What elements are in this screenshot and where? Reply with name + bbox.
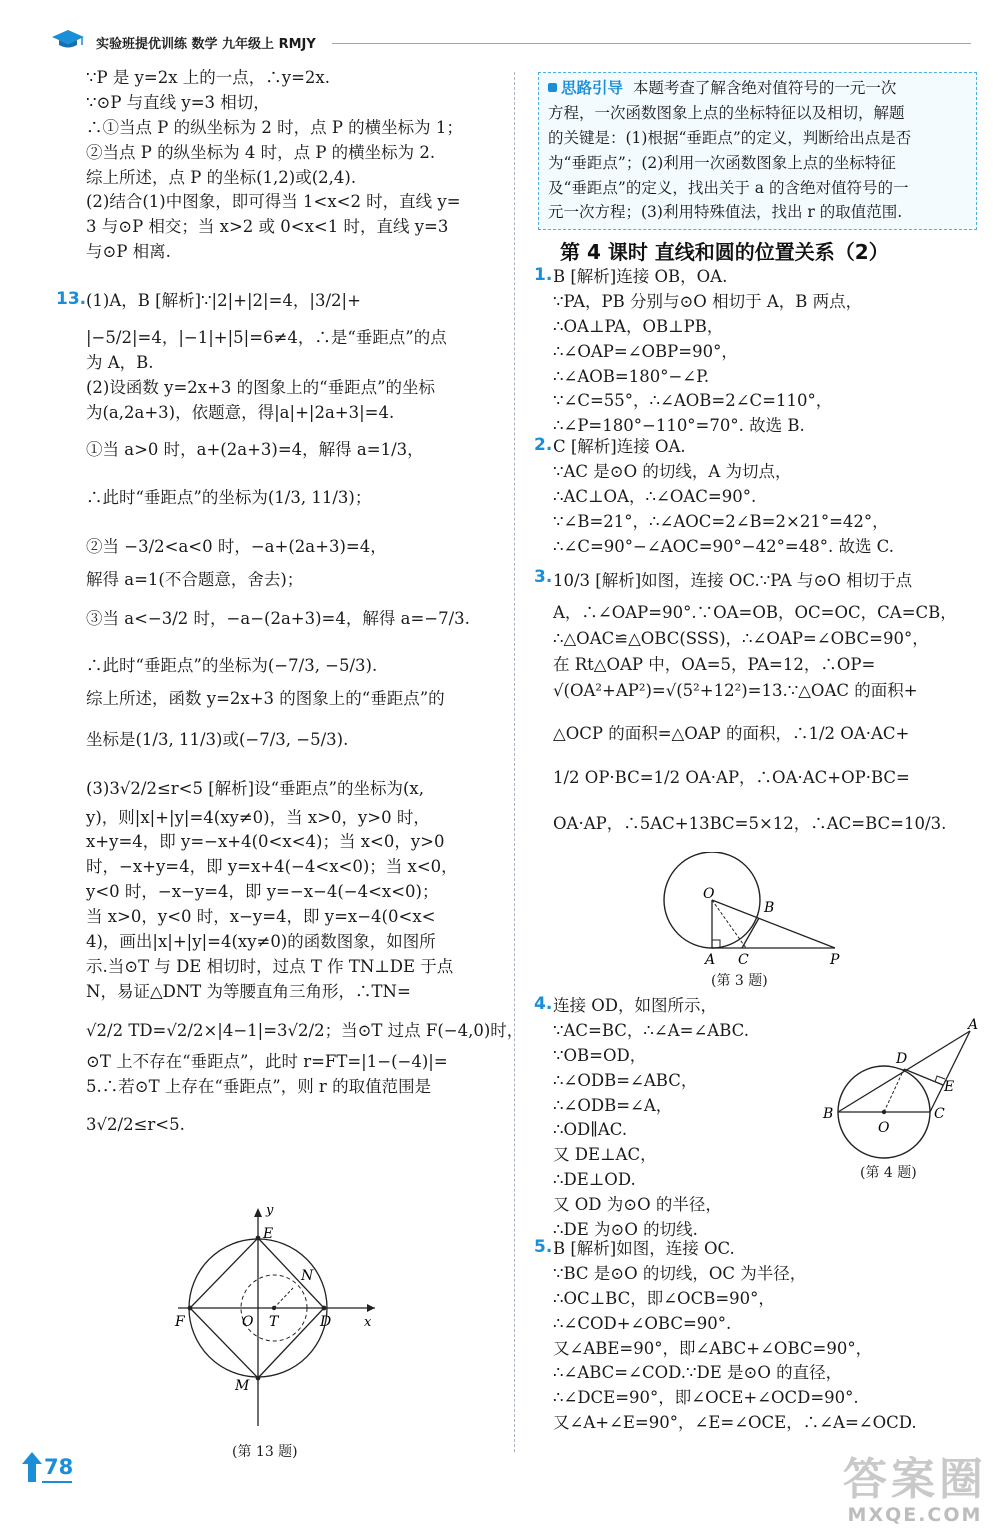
text-line: ∴∠DCE=90°，即∠OCE+∠OCD=90°. — [553, 1388, 859, 1408]
text-line: ∴①当点 P 的纵坐标为 2 时，点 P 的横坐标为 1； — [86, 117, 463, 137]
text-line: ∵OB=OD， — [553, 1045, 647, 1065]
text-line: A，∴∠OAP=90°.∵OA=OB，OC=OC，CA=CB， — [553, 603, 957, 622]
point-label-T: T — [269, 1314, 279, 1330]
text-line: √(OA²+AP²)=√(5²+12²)=13.∵△OAC 的面积+ — [553, 681, 918, 700]
text-line: y)，则|x|+|y|=4(xy≠0)，当 x>0，y>0 时， — [86, 807, 430, 827]
point-label-N: N — [301, 1268, 314, 1284]
lightbulb-icon — [548, 83, 557, 92]
text-line: 本题考查了解含绝对值符号的一元一次 — [632, 79, 897, 97]
point-label-O: O — [878, 1120, 890, 1136]
text-line: ∴∠ODB=∠ABC， — [553, 1070, 698, 1090]
text-line: B [解析]连接 OB，OA. — [553, 267, 728, 286]
text-line: √2/2 TD=√2/2×|4−1|=3√2/2；当⊙T 过点 F(−4,0)时， — [86, 1020, 524, 1040]
question-2-text — [553, 435, 1001, 559]
text-line: ∴此时“垂距点”的坐标为(1/3, 11/3)； — [86, 488, 372, 508]
point-label-M: M — [235, 1378, 250, 1394]
point-label-O: O — [242, 1314, 254, 1330]
header-title: 实验班提优训练 数学 九年级上 RMJY — [96, 37, 316, 52]
point-label-D: D — [896, 1051, 908, 1067]
text-line: ⊙T 上不存在“垂距点”，此时 r=FT=|1−(−4)|= — [86, 1051, 448, 1071]
text-line: ∴DE⊥OD. — [553, 1170, 636, 1190]
text-line: OA·AP，∴5AC+13BC=5×12，∴AC=BC=10/3. — [553, 814, 947, 833]
watermark — [843, 1456, 987, 1526]
text-line: (1)A，B [解析]∵|2|+|2|=4，|3/2|+ — [86, 291, 361, 311]
text-line: 与⊙P 相离. — [86, 242, 171, 262]
page-number: 78 — [44, 1455, 74, 1479]
text-line: ∴∠P=180°−110°=70°. 故选 B. — [553, 416, 805, 436]
text-line: ∴∠C=90°−∠AOC=90°−42°=48°. 故选 C. — [553, 536, 894, 556]
figure-4-caption: (第 4 题) — [860, 1165, 917, 1181]
text-line: (2)结合(1)中图象，即可得当 1<x<2 时，直线 y= — [86, 192, 461, 212]
text-line: ③当 a<−3/2 时，−a−(2a+3)=4，解得 a=−7/3. — [86, 609, 470, 629]
text-line: ∴OC⊥BC，即∠OCB=90°， — [553, 1288, 775, 1308]
text-line: (3)3√2/2≤r<5 [解析]设“垂距点”的坐标为(x, — [86, 778, 424, 798]
text-line: 元一次方程；(3)利用特殊值法，找出 r 的取值范围. — [548, 203, 903, 222]
text-line: ∵BC 是⊙O 的切线，OC 为半径， — [553, 1263, 807, 1283]
point-label-A: A — [705, 952, 716, 968]
text-line: (2)设函数 y=2x+3 的图象上的“垂距点”的坐标 — [86, 377, 436, 397]
watermark-main: 答案圈 — [843, 1454, 987, 1505]
text-line: 为“垂距点”；(2)利用一次函数图象上点的坐标特征 — [548, 153, 896, 172]
lesson-title: 第 4 课时 直线和圆的位置关系（2） — [560, 240, 889, 264]
text-line: ∴AC⊥OA，∴∠OAC=90°. — [553, 486, 757, 506]
text-line: 5.∴若⊙T 上存在“垂距点”，则 r 的取值范围是 — [86, 1076, 432, 1096]
text-line: ∴DE 为⊙O 的切线. — [553, 1220, 698, 1240]
question-5-number: 5. — [534, 1237, 553, 1257]
figure-13-diagram — [170, 1202, 380, 1437]
figure-13-caption: (第 13 题) — [232, 1444, 298, 1460]
point-label-P: P — [830, 952, 840, 968]
text-line: ∵⊙P 与直线 y=3 相切， — [86, 92, 270, 112]
text-line: 的关键是：(1)根据“垂距点”的定义，判断给出点是否 — [548, 128, 912, 147]
point-label-D: D — [320, 1314, 332, 1330]
arrow-up-icon — [22, 1452, 42, 1482]
text-line: 及“垂距点”的定义，找出关于 a 的含绝对值符号的一 — [548, 178, 909, 197]
text-line: △OCP 的面积=△OAP 的面积，∴1/2 OA·AC+ — [553, 724, 910, 743]
question-1-number: 1. — [534, 265, 553, 285]
figure-3-diagram — [660, 852, 850, 970]
question-2-number: 2. — [534, 435, 553, 455]
point-label-C: C — [934, 1106, 945, 1122]
text-line: ∴此时“垂距点”的坐标为(−7/3, −5/3). — [86, 656, 378, 676]
question-4-number: 4. — [534, 994, 553, 1014]
text-line: 解得 a=1(不合题意，舍去)； — [86, 570, 304, 590]
text-line: 方程，一次函数图象上点的坐标特征以及相切，解题 — [548, 103, 905, 122]
text-line: ∴∠COD+∠OBC=90°. — [553, 1313, 732, 1333]
point-label-F: F — [175, 1314, 185, 1330]
column-divider — [514, 72, 515, 1452]
text-line: ∴∠AOB=180°−∠P. — [553, 366, 710, 386]
text-line: ∴OD∥AC. — [553, 1120, 628, 1140]
hint-text — [548, 76, 972, 225]
text-line: ②当点 P 的纵坐标为 4 时，点 P 的横坐标为 2. — [86, 142, 436, 162]
text-line: 3 与⊙P 相交；当 x>2 或 0<x<1 时，直线 y=3 — [86, 217, 449, 237]
text-line: 坐标是(1/3, 11/3)或(−7/3, −5/3). — [86, 729, 349, 749]
left-column — [86, 66, 524, 1138]
text-line: 综上所述，点 P 的坐标(1,2)或(2,4). — [86, 167, 357, 187]
point-label-E: E — [944, 1079, 955, 1095]
axis-label-x: x — [364, 1315, 372, 1330]
text-line: ∵PA，PB 分别与⊙O 相切于 A，B 两点， — [553, 291, 863, 311]
text-line: ∵∠C=55°，∴∠AOB=2∠C=110°， — [553, 391, 833, 411]
text-line: N，易证△DNT 为等腰直角三角形，∴TN= — [86, 981, 411, 1001]
text-line: 综上所述，函数 y=2x+3 的图象上的“垂距点”的 — [86, 688, 445, 708]
text-line: 为 A，B. — [86, 352, 154, 372]
text-line: 10/3 [解析]如图，连接 OC.∵PA 与⊙O 相切于点 — [553, 571, 913, 590]
text-line: ②当 −3/2<a<0 时，−a+(2a+3)=4， — [86, 537, 387, 557]
watermark-sub: MXQE.COM — [847, 1504, 983, 1526]
text-line: 在 Rt△OAP 中，OA=5，PA=12，∴OP= — [553, 655, 876, 674]
point-label-B: B — [823, 1106, 834, 1122]
text-line: B [解析]如图，连接 OC. — [553, 1239, 735, 1258]
graduation-cap-icon — [50, 28, 86, 50]
page-number-underline — [42, 1481, 72, 1483]
text-line: ∵AC=BC，∴∠A=∠ABC. — [553, 1020, 749, 1040]
text-line: ∵AC 是⊙O 的切线，A 为切点， — [553, 461, 792, 481]
point-label-E: E — [263, 1226, 274, 1242]
text-line: 又 DE⊥AC， — [553, 1145, 657, 1165]
text-line: ∵∠B=21°，∴∠AOC=2∠B=2×21°=42°， — [553, 511, 889, 531]
text-line: 3√2/2≤r<5. — [86, 1115, 185, 1135]
text-line: 又 OD 为⊙O 的半径， — [553, 1195, 722, 1215]
text-line: 为(a,2a+3)，依题意，得|a|+|2a+3|=4. — [86, 402, 395, 422]
header-rule — [332, 43, 971, 44]
text-line: ∴OA⊥PA，OB⊥PB， — [553, 316, 724, 336]
question-13-number: 13. — [56, 289, 87, 309]
text-line: x+y=4，即 y=−x+4(0<x<4)；当 x<0，y>0 — [86, 832, 445, 852]
point-label-O: O — [703, 886, 715, 902]
text-line: 又∠ABE=90°，即∠ABC+∠OBC=90°， — [553, 1338, 873, 1358]
point-label-A: A — [968, 1017, 979, 1033]
text-line: ①当 a>0 时，a+(2a+3)=4，解得 a=1/3， — [86, 439, 424, 459]
question-5-text — [553, 1237, 1001, 1436]
text-line: ∴∠OAP=∠OBP=90°， — [553, 341, 738, 361]
page-number-badge — [22, 1450, 74, 1486]
text-line: y<0 时，−x−y=4，即 y=−x−4(−4<x<0)； — [86, 882, 439, 902]
question-3-text — [553, 567, 1001, 847]
text-line: ∴△OAC≌△OBC(SSS)，∴∠OAP=∠OBC=90°， — [553, 629, 929, 648]
hint-label: 思路引导 — [561, 79, 624, 97]
text-line: 示.当⊙T 与 DE 相切时，过点 T 作 TN⊥DE 于点 — [86, 956, 454, 976]
page-header — [50, 28, 971, 52]
text-line: ∵P 是 y=2x 上的一点，∴y=2x. — [86, 68, 330, 87]
text-line: 4)，画出|x|+|y|=4(xy≠0)的函数图象，如图所 — [86, 932, 436, 952]
text-line: C [解析]连接 OA. — [553, 437, 686, 456]
text-line: 当 x>0，y<0 时，x−y=4，即 y=x−4(0<x< — [86, 907, 436, 927]
axis-label-y: y — [266, 1203, 274, 1218]
text-line: 1/2 OP·BC=1/2 OA·AP，∴OA·AC+OP·BC= — [553, 768, 910, 787]
figure-3-caption: (第 3 题) — [711, 973, 768, 989]
text-line: 时，−x+y=4，即 y=x+4(−4<x<0)；当 x<0， — [86, 857, 458, 877]
point-label-C: C — [738, 952, 749, 968]
question-3-number: 3. — [534, 567, 553, 587]
point-label-B: B — [764, 900, 775, 916]
figure-4-diagram — [818, 1015, 988, 1165]
text-line: ∴∠ABC=∠COD.∵DE 是⊙O 的直径， — [553, 1363, 843, 1383]
text-line: 又∠A+∠E=90°，∠E=∠OCE，∴∠A=∠OCD. — [553, 1413, 917, 1433]
text-line: |−5/2|=4，|−1|+|5|=6≠4，∴是“垂距点”的点 — [86, 328, 447, 348]
text-line: 连接 OD，如图所示， — [553, 996, 718, 1015]
question-1-text — [553, 265, 1001, 439]
text-line: ∴∠ODB=∠A， — [553, 1095, 673, 1115]
